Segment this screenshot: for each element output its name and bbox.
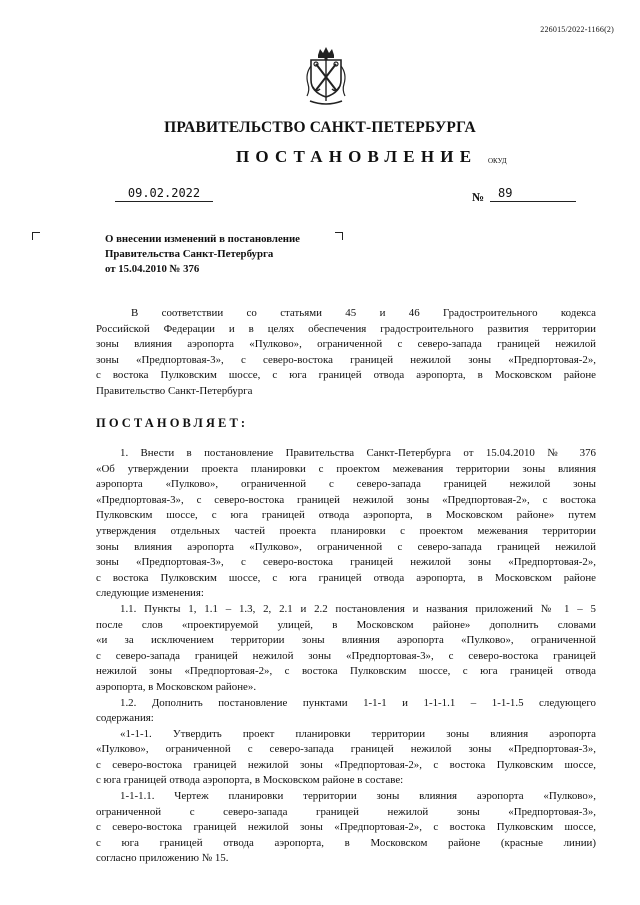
subject-line: от 15.04.2010 № 376 — [105, 263, 200, 275]
body-line: ограниченной с северо-запада границей нежилой зоны «Предпортовая-3», — [96, 805, 596, 818]
body-line: утверждения отдельных частей проекта планировки с проектом межевания территории — [96, 524, 596, 537]
body-line: Пулковским шоссе, с юга границей отвода аэропорта, в Московском районе» путем — [96, 509, 596, 522]
body-line: с северо-востока границей нежилой зоны «Предпортовая-2», с востока Пулковским шоссе, — [96, 821, 596, 834]
subject-bracket-left — [32, 232, 40, 240]
body-line: с востока Пулковским шоссе, с юга границей отвода аэропорта, в Московском районе — [96, 571, 596, 584]
preamble-line: Российской Федерации и в целях обеспечения градостроительного развития территории — [96, 322, 596, 335]
preamble-line: В соответствии со статьями 45 и 46 Градостроительного кодекса — [131, 307, 596, 319]
preamble-line: с востока Пулковским шоссе, с юга границей отвода аэропорта, в Московском районе — [96, 369, 596, 382]
body-line: «Предпортовая-3», с северо-востока границей нежилой зоны «Предпортовая-2», с востока — [96, 493, 596, 506]
body-line: «Об утверждении проекта планировки с проектом межевания территории зоны влияния — [96, 462, 596, 475]
preamble-line: зоны влияния аэропорта «Пулково», ограниченной с северо-запада границей нежилой — [96, 338, 596, 351]
body-line: аэропорта «Пулково», ограниченной с северо-запада границей нежилой зоны — [96, 478, 596, 491]
resolution-body — [96, 446, 596, 867]
body-line: нежилой зоны «Предпортовая-2», с востока Пулковским шоссе, с юга границей отвода — [96, 665, 596, 678]
number-label: № — [472, 190, 485, 204]
okud-label: ОКУД — [488, 157, 507, 165]
body-line: с северо-запада границей нежилой зоны «Предпортовая-3», с северо-востока границей — [96, 649, 596, 662]
document-type-heading: ПОСТАНОВЛЕНИЕ — [236, 147, 478, 166]
body-line: с юга границей отвода аэропорта, в Московском районе в составе: — [96, 774, 404, 787]
body-line: с северо-востока границей нежилой зоны «Предпортовая-2», с востока Пулковским шоссе, — [96, 758, 596, 771]
body-line: зоны «Предпортовая-3», с северо-востока границей нежилой зоны «Предпортовая-2», — [96, 556, 596, 569]
body-line: «и за исключением территории зоны влияния аэропорта «Пулково», ограниченной — [96, 634, 596, 647]
document-registration-number: 226015/2022-1166(2) — [540, 25, 614, 34]
document-number: 89 — [490, 186, 576, 202]
government-title: ПРАВИТЕЛЬСТВО САНКТ-ПЕТЕРБУРГА — [164, 119, 476, 136]
document-subject — [105, 232, 365, 277]
body-line: согласно приложению № 15. — [96, 852, 229, 865]
body-line: с юга границей отвода аэропорта, в Московском районе (красные линии) — [96, 836, 596, 849]
coat-of-arms-icon — [304, 46, 348, 108]
body-line: следующие изменения: — [96, 587, 204, 600]
body-line: 1-1-1.1. Чертеж планировки территории зоны влияния аэропорта «Пулково», — [120, 790, 596, 803]
body-line: 1. Внести в постановление Правительства Санкт-Петербурга от 15.04.2010 № 376 — [120, 447, 596, 459]
subject-line: О внесении изменений в постановление — [105, 233, 300, 245]
body-line: зоны влияния аэропорта «Пулково», ограниченной с северо-запада границей нежилой — [96, 540, 596, 553]
preamble-line: зоны «Предпортовая-3», с северо-востока границей нежилой зоны «Предпортовая-2», — [96, 353, 596, 366]
preamble-line: Правительство Санкт-Петербурга — [96, 384, 253, 397]
resolves-heading: ПОСТАНОВЛЯЕТ: — [96, 416, 249, 430]
body-line: после слов «проектируемой улицей, в Московском районе» дополнить словами — [96, 618, 596, 631]
document-date: 09.02.2022 — [115, 186, 213, 202]
body-line: аэропорта, в Московском районе». — [96, 680, 257, 693]
body-line: «Пулково», ограниченной с северо-запада границей нежилой зоны «Предпортовая-3», — [96, 743, 596, 756]
body-line: «1-1-1. Утвердить проект планировки территории зоны влияния аэропорта — [120, 727, 596, 740]
body-line: 1.1. Пункты 1, 1.1 – 1.3, 2, 2.1 и 2.2 постановления и названия приложений № 1 – 5 — [120, 602, 596, 615]
preamble-paragraph — [96, 306, 596, 400]
subject-line: Правительства Санкт-Петербурга — [105, 248, 274, 260]
body-line: содержания: — [96, 712, 154, 725]
body-line: 1.2. Дополнить постановление пунктами 1-1-1 и 1-1-1.1 – 1-1-1.5 следующего — [120, 696, 596, 709]
